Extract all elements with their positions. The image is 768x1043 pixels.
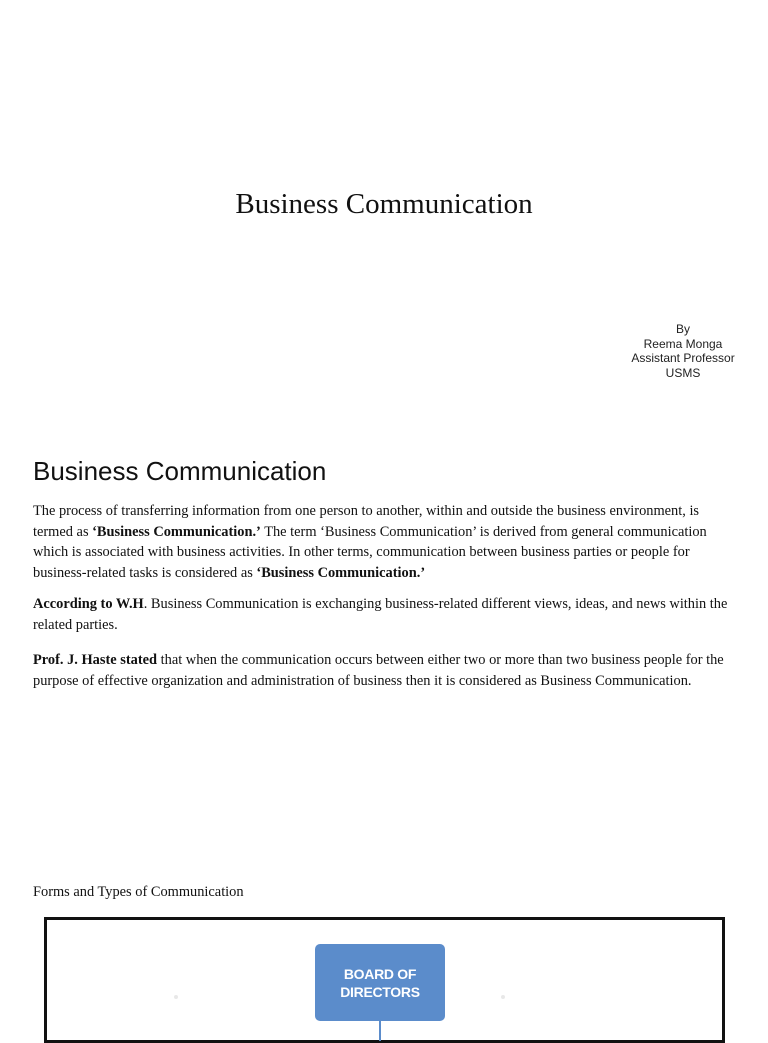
forms-label: Forms and Types of Communication (33, 884, 244, 900)
bold-term: ‘Business Communication.’ (256, 564, 426, 581)
paragraph-text: The process of transferring information from one person to another, within and outside the business environment, is termed as (33, 503, 700, 540)
cover-title: Business Communication (235, 188, 533, 220)
author-name: Reema Monga (643, 336, 723, 351)
faint-mark (501, 995, 505, 999)
paragraph-text: The term ‘Business Communication’ is derived from general communication which is associated with business activities. In other terms, communication between business parties or people for business-related tasks is considered as (33, 523, 707, 581)
bold-term: Prof. J. Haste stated (33, 652, 158, 668)
org-chart-figure (44, 917, 725, 1043)
haste-definition-paragraph (33, 650, 738, 691)
author-byline (610, 322, 756, 380)
board-of-directors-node (315, 944, 445, 1021)
chart-connector-line (379, 1021, 381, 1041)
section-heading: Business Communication (33, 456, 327, 486)
author-institution: USMS (665, 365, 701, 380)
byline-by: By (675, 322, 690, 336)
node-label: BOARD OF DIRECTORS (340, 965, 420, 1000)
author-position: Assistant Professor (631, 351, 735, 366)
paragraph-text: that when the communication occurs between either two or more than two business people for the purpose of effective organization and administration of business then it is considered as Business Communication. (33, 652, 724, 689)
paragraph-text: . Business Communication is exchanging business-related different views, ideas, and news within the related parties. (33, 596, 728, 633)
bold-term: According to W.H (33, 596, 144, 612)
definition-paragraph (33, 501, 738, 583)
faint-mark (174, 995, 178, 999)
wh-definition-paragraph (33, 594, 738, 635)
bold-term: ‘Business Communication.’ (92, 523, 261, 540)
